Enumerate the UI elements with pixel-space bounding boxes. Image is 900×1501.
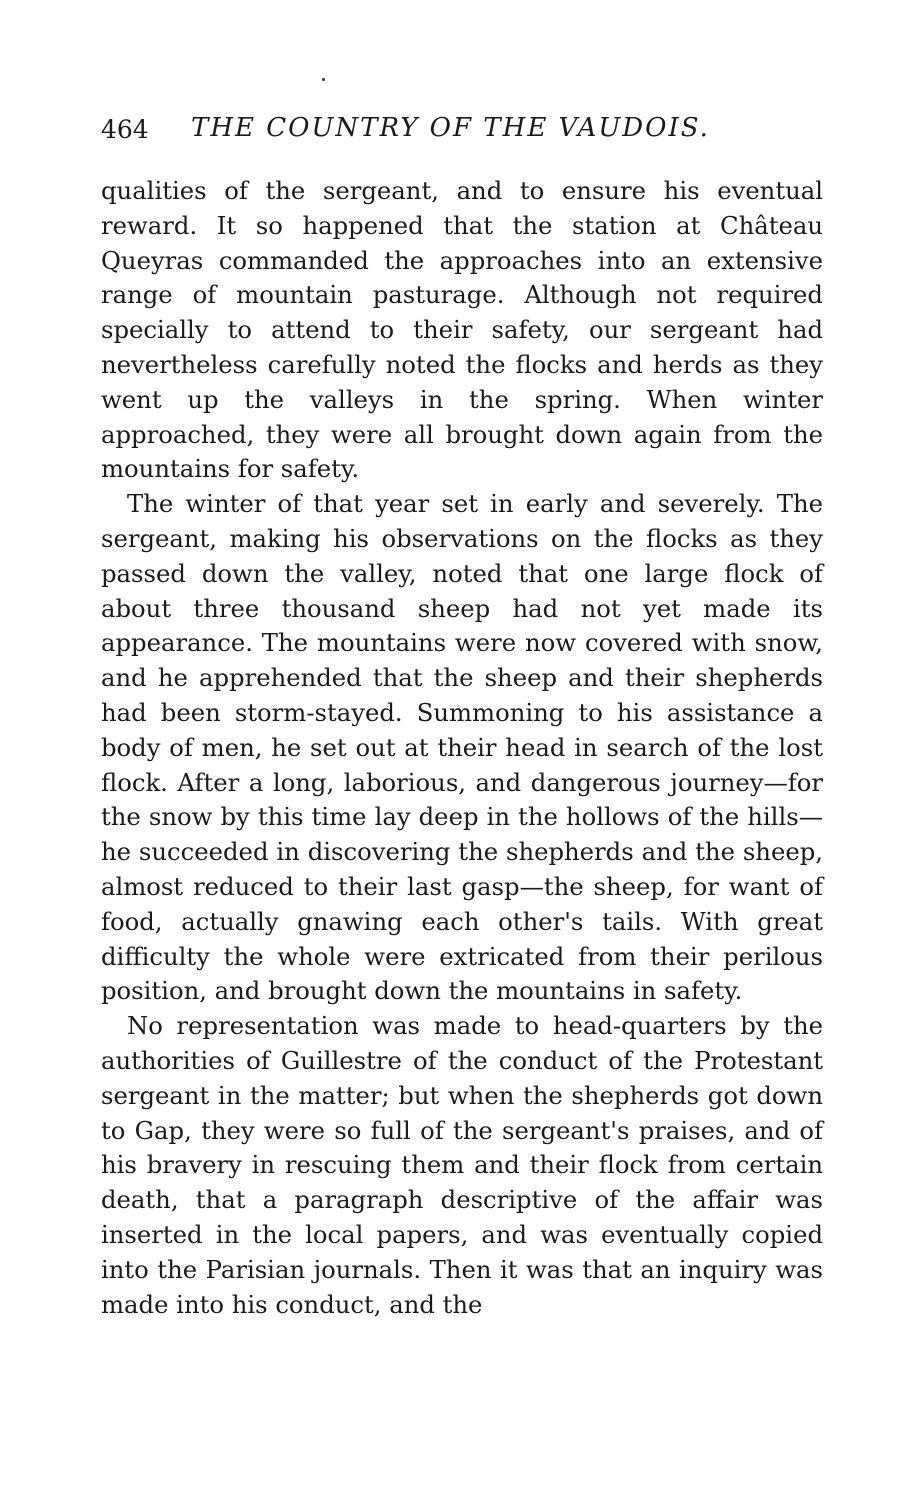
book-page	[101, 108, 823, 1322]
paragraph-inquiry: No representation was made to head-quarters by the authorities of Guillestre of the conduct of the Protestant sergeant in the matter; but when the shepherds got down to Gap, they were so full of the sergeant's praises, and of his bravery in rescuing them and their flock from certain death, that a paragraph descriptive of the affair was inserted in the local papers, and was eventually copied into the Parisian journals. Then it was that an inquiry was made into his conduct, and the	[101, 1011, 823, 1319]
running-header	[101, 108, 823, 148]
body-text	[101, 174, 823, 1322]
paragraph-winter-rescue: The winter of that year set in early and severely. The sergeant, making his observations on the flocks as they passed down the valley, noted that one large flock of about three thousand sheep had not yet made its appearance. The mountains were now covered with snow, and he apprehended that the sheep and their shepherds had been storm-stayed. Summoning to his assistance a body of men, he set out at their head in search of the lost flock. After a long, laborious, and dangerous journey—for the snow by this time lay deep in the hollows of the hills—he succeeded in discovering the shepherds and the sheep, almost reduced to their last gasp—the sheep, for want of food, actually gnawing each other's tails. With great difficulty the whole were extricated from their perilous position, and brought down the mountains in safety.	[101, 489, 823, 1006]
stray-print-mark	[322, 78, 325, 81]
page-number: 464	[101, 115, 149, 144]
running-title: THE COUNTRY OF THE VAUDOIS.	[191, 113, 710, 143]
paragraph-continued: qualities of the sergeant, and to ensure his eventual reward. It so happened that the station at Château Queyras commanded the approaches into an extensive range of mountain pasturage. Although not required specially to attend to their safety, our sergeant had nevertheless carefully noted the flocks and herds as they went up the valleys in the spring. When winter approached, they were all brought down again from the mountains for safety.	[101, 176, 823, 484]
